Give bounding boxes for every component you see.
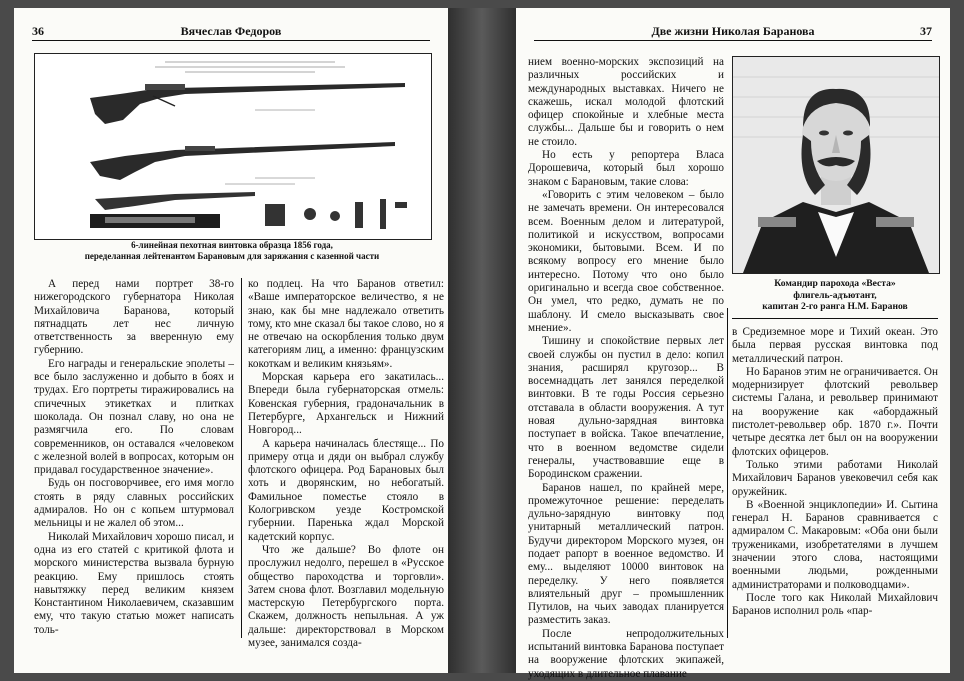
- text-column-2: [732, 326, 938, 619]
- portrait-caption-line: флигель-адъютант,: [793, 289, 877, 301]
- paragraph: После непродолжительных испытаний винтовка Баранова поступает на вооружение флотских экипажей, уходящих в длительное плавание: [528, 627, 724, 680]
- figure-caption: [54, 240, 410, 262]
- running-title: Вячеслав Федоров: [180, 24, 282, 38]
- paragraph: ко подлец. На что Баранов ответил: «Ваше императорское величество, я не знаю, как бы мне надлежало ответить тому, кто мне сказал бы такое слово, но я не отвечаю на оскорбления только двум категориям лиц, а именно: французским кокоткам и великим князьям».: [248, 278, 444, 370]
- right-page: [516, 8, 950, 680]
- column-rule: [241, 278, 242, 638]
- book-gutter: [448, 8, 516, 673]
- text-column-1: [528, 56, 724, 681]
- paragraph: После того как Николай Михайлович Баранов исполнил роль «пар-: [732, 591, 938, 618]
- page-number: 36: [32, 24, 44, 38]
- paragraph: Только этими работами Николай Михайлович Баранов увековечил себя как оружейник.: [732, 458, 938, 498]
- running-head-left: [32, 24, 430, 41]
- portrait-caption-line: Командир парохода «Веста»: [774, 278, 896, 289]
- paragraph: «Говорить с этим человеком – было не замечать времени. Он интересовался всем. Военным делом и литературой, политикой и искусством, вопросами экономики, бытовыми. Всем. И по всякому вопросу его мнение было интересно. Потому что оно было оригинально и всегда свое собственное. Он умел, что редко, думать не по шаблону. И смело высказывать свое мнение».: [528, 188, 724, 334]
- running-head-right: [534, 24, 932, 41]
- paragraph: Его награды и генеральские эполеты – все было заслуженно и добыто в боях и трудах. Его портреты тиражировались на спичечных этикетках и плитках шоколада. Он познал славу, но она не размягчила его. По словам современников, он оставался «человеком с железной волей в вопросах, которым он придавал государственное значение».: [34, 357, 234, 477]
- text-column-1: [34, 278, 234, 637]
- running-title: Две жизни Николая Баранова: [651, 24, 815, 38]
- paragraph: А карьера начиналась блестяще... По примеру отца и дяди он выбрал службу флотского офицера. Род Барановых был хоть и дворянским, но небогатый. Фамильное поместье стояло в Кологривском уезде Костромской губернии. Паренька ждал Морской кадетский корпус.: [248, 437, 444, 543]
- portrait-caption-line: капитан 2-го ранга Н.М. Баранов: [762, 301, 908, 312]
- paragraph: Но Баранов этим не ограничивается. Он модернизирует флотский револьвер системы Галана, и револьвер принимают на вооружение как «абордажный пистолет-револьвер обр. 1870 г.». Почти четыре десятка лет был он на вооружении флотских офицеров.: [732, 365, 938, 458]
- paragraph: нием военно-морских экспозиций на различных российских и международных выставках. Ничего не скажешь, искал молодой флотский офицер спокойные и хлебные места службы... Дальше бы и говорить о нем не стоило.: [528, 56, 724, 148]
- paragraph: А перед нами портрет 38-го нижегородского губернатора Николая Михайловича Баранова, который пятнадцать лет нес личную ответственность за вверенную ему губернию.: [34, 278, 234, 357]
- paragraph: Будь он посговорчивее, его имя могло стоять в ряду славных российских адмиралов. Но он с копьем штурмовал мельницы и не жалел об этом...: [34, 477, 234, 530]
- paragraph: Но есть у репортера Власа Дорошевича, который был хорошо знаком с Барановым, такие слова:: [528, 149, 724, 188]
- rifle-illustration: [34, 53, 432, 240]
- figure-caption-line: 6-линейная пехотная винтовка образца 1856 года,: [131, 240, 333, 250]
- paragraph: в Средиземное море и Тихий океан. Это была первая русская винтовка под металлический патрон.: [732, 326, 938, 365]
- paragraph: Что же дальше? Во флоте он прослужил недолго, перешел в «Русское общество пароходства и торговли». Затем снова флот. Возглавил модельную мастерскую Петербургского порта. Скажем, должность непыльная. А уж дальше: директорствовал в Морском музее, занимался созда-: [248, 543, 444, 650]
- portrait-caption: [732, 278, 938, 313]
- column-rule: [727, 308, 728, 638]
- paragraph: Николай Михайлович хорошо писал, и одна из его статей с критикой флота и морского министерства вызвала бурную реакцию. Ему пришлось стоять навытяжку перед великим князем Константином Николаевичем, сказавшим ему, что такую статью может написать толь-: [34, 530, 234, 636]
- left-page: [14, 8, 448, 673]
- paragraph: В «Военной энциклопедии» И. Сытина генерал Н. Баранов сравнивается с адмиралом С. Макаровым: «Оба они были тружениками, изобретателями в лучшем значении этого слова, настоящими военными людьми, рожденными администраторами и полководцами».: [732, 498, 938, 591]
- text-column-2: [248, 278, 444, 650]
- caption-rule: [732, 318, 938, 319]
- figure-caption-line: переделанная лейтенантом Барановым для заряжания с казенной части: [84, 251, 380, 261]
- paragraph: Морская карьера его закатилась... Впереди была губернаторская отмель: Ковенская губерния, градоначальник в Петербурге, Архангельск и Нижний Новгород...: [248, 371, 444, 437]
- paragraph: Тишину и спокойствие первых лет своей службы он пустил в дело: копил знания, расширял кругозор... В восемнадцать лет занялся переделкой винтовки. В те годы Россия серьезно отставала в области вооружения. А тут новая дульно-зарядная винтовка поступает в войска. Такое впечатление, что в военном ведомстве сидели генералы, участвовавшие еще в Бородинском сражении.: [528, 335, 724, 481]
- page-number: 37: [920, 24, 932, 38]
- paragraph: Баранов нашел, по крайней мере, промежуточное решение: переделать дульно-зарядную винтовку под унитарный металлический патрон. Будучи директором Морского музея, он подает рапорт в военное ведомство. И ему... выделяют 10000 винтовок на переделку. У него появляется влиятельный друг – промышленник Путилов, на чьих заводах планируется разместить заказ.: [528, 481, 724, 627]
- portrait-engraving: [732, 56, 940, 274]
